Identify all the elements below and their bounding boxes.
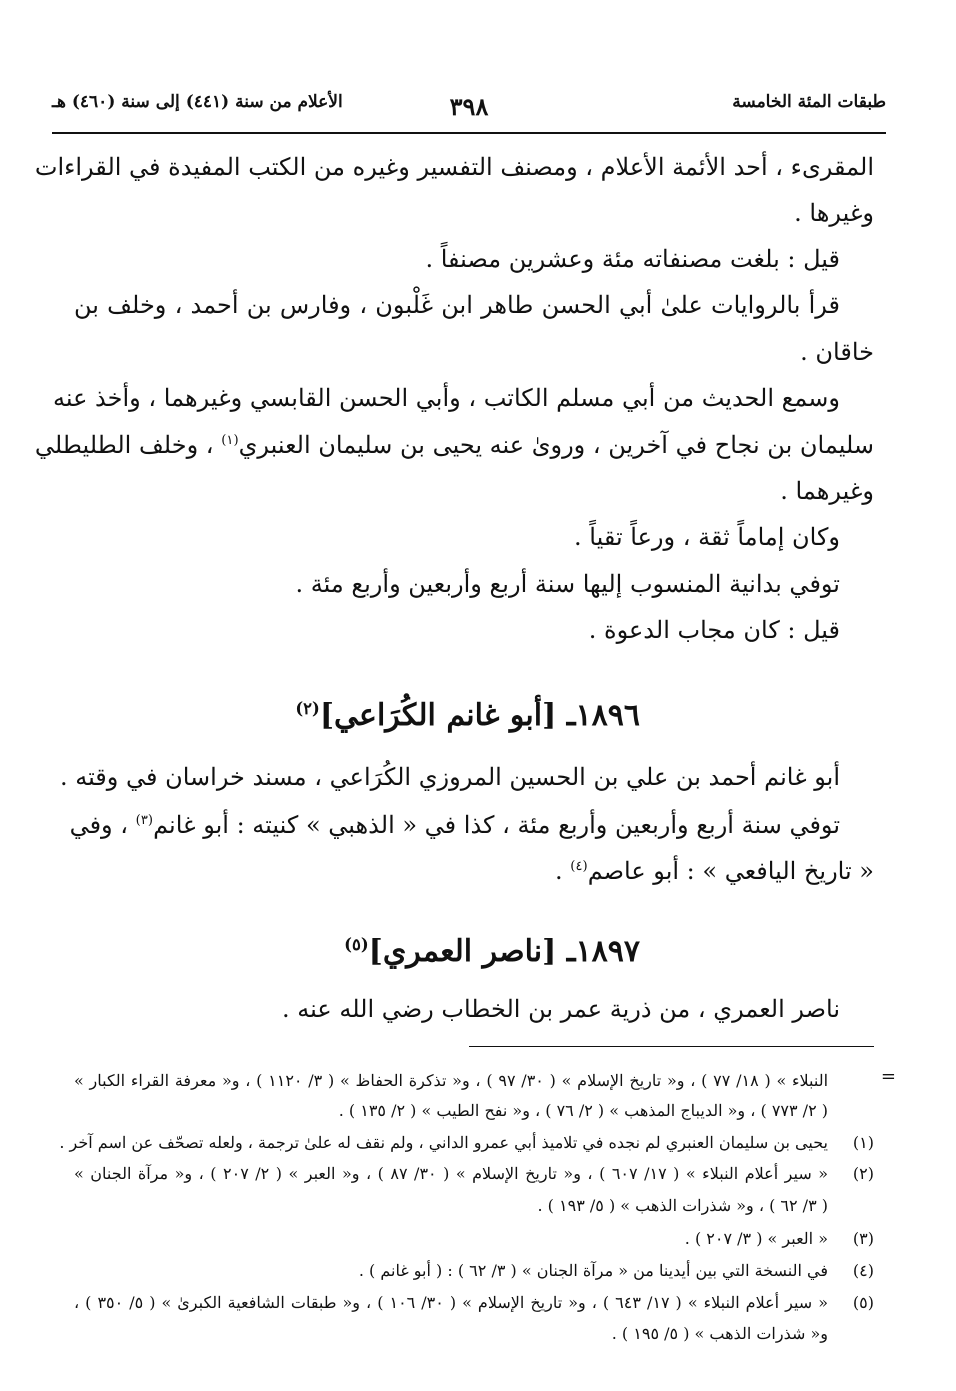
footnote-line: « سير أعلام النبلاء » ( ١٧/ ٦٤٣ ) ، و« تاريخ الإسلام » ( ٣٠/ ١٠٦ ) ، و« طبقات الشافعية الكبرىٰ » ( ٥/ ٣٥٠ ) ، (74, 1293, 828, 1312)
footnote-ref: (٢) (295, 699, 320, 718)
footnote-line: ( ٢/ ٧٧٣ ) ، و« الديباج المذهب » ( ٢/ ٧٦ ) ، و« نفح الطيب » ( ٢/ ١٣٥ ) . (338, 1101, 828, 1120)
footnote-ref: (١) (221, 433, 239, 448)
text-line: قيل : كان مجاب الدعوة . (588, 616, 840, 644)
footnote-ref: (٤) (570, 859, 588, 874)
footnote-line: « سير أعلام النبلاء » ( ١٧/ ٦٠٧ ) ، و« تاريخ الإسلام » ( ٣٠/ ٨٧ ) ، و« العبر » ( ٢/ ٢٠٧ ) ، و« مرآة الجنان » (74, 1164, 829, 1183)
text-line: خاقان . (800, 338, 874, 366)
text-line: وغيرها . (794, 199, 874, 227)
text-run: . (555, 857, 571, 885)
footnote-ref: (٣) (135, 813, 154, 828)
text-run: ، وفي (69, 811, 136, 839)
text-line: ناصر العمري ، من ذرية عمر بن الخطاب رضي الله عنه . (282, 995, 840, 1023)
text-run: ، وخلف الطليطلي (34, 431, 222, 459)
text-line: وغيرهما . (780, 477, 874, 505)
footnote-divider (469, 1046, 874, 1047)
footnote-ref: (٥) (344, 935, 369, 954)
text-line: قيل : بلغت مصنفاته مئة وعشرين مصنفاً . (425, 245, 840, 273)
text-run: توفي سنة أربع وأربعين وأربع مئة ، كذا في « الذهبي » كنيته : أبو غانم (153, 811, 840, 839)
text-line: المقرىء ، أحد الأئمة الأعلام ، ومصنف التفسير وغيره من الكتب المفيدة في القراءات (34, 153, 874, 181)
footnote-line: ( ٣/ ٦٢ ) ، و« شذرات الذهب » ( ٥/ ١٩٣ ) . (537, 1196, 828, 1215)
running-header (52, 92, 886, 126)
footnote-continuation-marker: = (880, 1066, 896, 1087)
text-line (34, 430, 874, 460)
footnote-line: النبلاء » ( ١٨/ ٧٧ ) ، و« تاريخ الإسلام » ( ٣٠/ ٩٧ ) ، و« تذكرة الحفاظ » ( ٣/ ١١٢٠ ) ، و« معرفة القراء الكبار » (74, 1071, 829, 1090)
header-range-title: الأعلام من سنة (٤٤١) إلى سنة (٤٦٠) هـ (52, 92, 343, 112)
footnote-line: و« شذرات الذهب » ( ٥/ ١٩٥ ) . (611, 1324, 828, 1343)
text-line: وكان إماماً ثقة ، ورعاً تقياً . (574, 523, 840, 551)
footnote-number: (١) (852, 1133, 874, 1152)
entry-heading-text: ١٨٩٧ـ [ناصر العمري] (368, 934, 640, 969)
footnote-number: (٢) (852, 1164, 874, 1183)
text-run: سليمان بن نجاح في آخرين ، وروىٰ عنه يحيى بن سليمان العنبري (238, 431, 874, 459)
text-line: قرأ بالروايات علىٰ أبي الحسن طاهر ابن غَلْبون ، وفارس بن أحمد ، وخلف بن (74, 291, 840, 319)
entry-heading (295, 698, 640, 733)
text-line: توفي بدانية المنسوب إليها سنة أربع وأربعين وأربع مئة . (295, 570, 840, 598)
text-line (74, 856, 874, 886)
footnote-number: (٥) (852, 1293, 874, 1312)
footnote-line: يحيى بن سليمان العنبري لم نجده في تلاميذ أبي عمرو الداني ، ولم نقف له علىٰ ترجمة ، ولعله تصحّف عن اسم آخر . (59, 1133, 828, 1152)
footnote-number: (٣) (852, 1229, 874, 1248)
footnote-number: (٤) (852, 1261, 874, 1280)
footnote-line: في النسخة التي بين أيدينا من « مرآة الجنان » ( ٣/ ٦٢ ) : ( أبو غانم ) . (358, 1261, 828, 1280)
text-line: أبو غانم أحمد بن علي بن الحسين المروزي الكُرَاعي ، مسند خراسان في وقته . (59, 763, 840, 791)
footnote-line: « العبر » ( ٣/ ٢٠٧ ) . (684, 1229, 828, 1248)
text-line: وسمع الحديث من أبي مسلم الكاتب ، وأبي الحسن القابسي وغيرهما ، وأخذ عنه (53, 384, 840, 412)
page-number: ٣٩٨ (449, 92, 489, 121)
header-section-title: طبقات المئة الخامسة (732, 92, 886, 112)
entry-heading (344, 934, 640, 969)
header-divider (52, 132, 886, 134)
entry-heading-text: ١٨٩٦ـ [أبو غانم الكُرَاعي] (319, 698, 640, 733)
text-run: « تاريخ اليافعي » : أبو عاصم (587, 857, 874, 885)
text-line (69, 810, 840, 840)
